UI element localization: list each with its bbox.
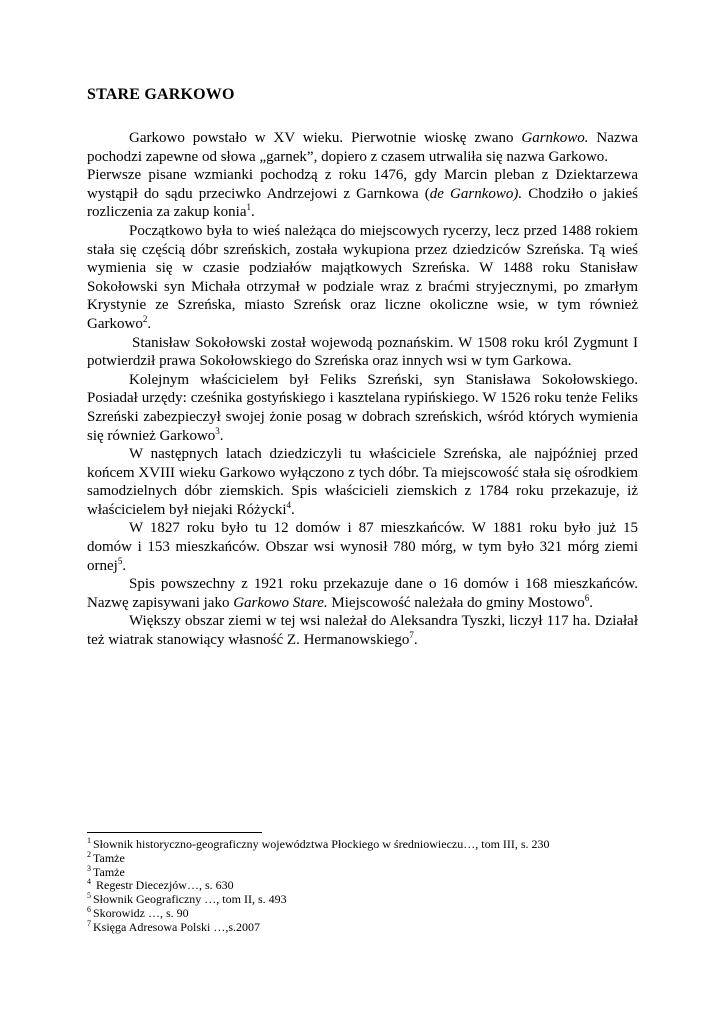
paragraph-text: Pierwsze pisane wzmianki pochodzą z roku 1476, gdy Marcin pleban z Dziektarzewa wystąpił do sądu przeciwko Andrzejowi z Garnkowa ( xyxy=(87,167,638,202)
paragraph-text: Garkowo powstało w XV wieku. Pierwotnie wioskę zwano xyxy=(129,130,522,146)
footnote-ref[interactable]: 4 xyxy=(286,499,292,510)
paragraph-5 xyxy=(87,371,638,445)
paragraph-text: . xyxy=(122,557,127,574)
footnote-ref[interactable]: 1 xyxy=(246,202,251,213)
paragraph-text: Spis powszechny z 1921 roku przekazuje dane o 16 domów i 168 mieszkańców. Nazwę zapisywani jako xyxy=(87,576,638,611)
footnote-item xyxy=(87,893,647,907)
footnote-text: Skorowidz …, s. 90 xyxy=(93,905,189,920)
emphasis-text: Garkowo Stare. xyxy=(233,594,328,611)
paragraph-text: . xyxy=(589,594,593,611)
footnote-number: 7 xyxy=(87,918,91,928)
footnote-item xyxy=(87,918,647,935)
paragraph-text: W 1827 roku było tu 12 domów i 87 mieszkańców. W 1881 roku było już 15 domów i 153 mieszkańców. Obszar wsi wynosił 780 mórg, w tym było 321 mórg ziemi ornej xyxy=(87,520,638,574)
paragraph-7 xyxy=(87,519,638,575)
paragraph-text: Kolejnym właścicielem był Feliks Szreński, syn Stanisława Sokołowskiego. Posiadał urzędy: cześnika gostyńskiego i kasztelana rypińskiego. W 1526 roku tenże Feliks Szreński zabezpieczył swojej żonie posag w dobrach szreńskich, wśród których wymienia się również Garkowo xyxy=(87,371,638,444)
paragraph-text: . xyxy=(291,501,295,518)
footnote-text: Tamże xyxy=(93,864,125,879)
paragraph-1 xyxy=(87,129,638,166)
paragraph-4 xyxy=(87,334,638,371)
paragraph-text: . xyxy=(219,427,224,444)
paragraph-text: Miejscowość należała do gminy Mostowo xyxy=(327,594,585,611)
paragraph-9 xyxy=(87,612,638,649)
footnote-number: 6 xyxy=(87,904,91,914)
footnote-ref[interactable]: 2 xyxy=(142,313,148,324)
footnote-text: Tamże xyxy=(93,850,125,865)
footnote-number: 1 xyxy=(87,836,91,845)
footnote-text: Regestr Diecezjów…, s. 630 xyxy=(93,878,234,893)
paragraph-text: Większy obszar ziemi w tej wsi należał do Aleksandra Tyszki, liczył 117 ha. Działał też wiatrak stanowiący własność Z. Hermanowskiego xyxy=(87,613,638,649)
footnote-item xyxy=(87,838,647,852)
footnote-ref[interactable]: 5 xyxy=(117,555,123,566)
paragraph-text: . xyxy=(251,204,255,221)
paragraph-text: Chodziło o jakieś rozliczenia za zakup konia xyxy=(87,185,638,221)
footnote-number: 2 xyxy=(87,849,91,859)
footnote-item xyxy=(87,904,647,921)
document-body xyxy=(87,129,638,650)
paragraph-text: W następnych latach dziedziczyli tu właściciele Szreńska, ale najpóźniej przed końcem XVIII wieku Garkowo wyłączono z tych dóbr. Ta miejscowość stała się ośrodkiem samodzielnych dóbr ziemskich. Spis właścicieli ziemskich z 1784 roku przekazuje, iż właścicielem był niejaki Różycki xyxy=(87,446,638,518)
paragraph-text: . xyxy=(413,632,418,649)
paragraph-6 xyxy=(87,445,638,519)
document-title: STARE GARKOWO xyxy=(87,86,235,103)
paragraph-text: . xyxy=(147,315,152,332)
footnote-ref[interactable]: 7 xyxy=(409,630,414,641)
footnote-separator xyxy=(87,832,262,833)
paragraph-8 xyxy=(87,575,638,612)
paragraph-text: Stanisław Sokołowski został wojewodą poznańskim. W 1508 roku król Zygmunt I potwierdził prawa Sokołowskiego do Szreńska oraz innych wsi w tym Garkowa. xyxy=(87,334,638,370)
footnote-number: 5 xyxy=(87,891,91,901)
footnote-number: 4 xyxy=(87,877,91,887)
paragraph-text: Początkowo była to wieś należąca do miejscowych rycerzy, lecz przed 1488 rokiem stała się częścią dóbr szreńskich, została wykupiona przez dziedziców Szreńska. Tą wieś wymienia się w czasie podziałów majątkowych Szreńska. W 1488 roku Stanisław Sokołowski syn Michała otrzymał w podziale wraz z braćmi stryjecznymi, po zmarłym Krystynie ze Szreńska, miasto Szreńsk oraz liczne okoliczne wsie, w tym również Garkowo xyxy=(87,222,638,332)
footnote-ref[interactable]: 6 xyxy=(584,592,590,603)
footnotes-section xyxy=(87,838,647,935)
paragraph-text: Nazwa pochodzi zapewne od słowa „garnek”, dopiero z czasem utrwaliła się nazwa Garkowo. xyxy=(87,130,638,165)
footnote-text: Księga Adresowa Polski …,s.2007 xyxy=(93,919,260,934)
emphasis-text: Garnkowo. xyxy=(521,130,589,146)
footnote-text: Słownik Geograficzny …, tom II, s. 493 xyxy=(93,892,287,907)
paragraph-2 xyxy=(87,166,638,222)
paragraph-3 xyxy=(87,222,638,334)
footnote-item xyxy=(87,849,647,866)
footnote-number: 3 xyxy=(87,863,91,873)
footnote-ref[interactable]: 3 xyxy=(215,425,220,436)
emphasis-text: de Garnkowo). xyxy=(429,185,523,202)
footnote-text: Słownik historyczno-geograficzny województwa Płockiego w średniowieczu…, tom III, s. 230 xyxy=(93,837,550,851)
